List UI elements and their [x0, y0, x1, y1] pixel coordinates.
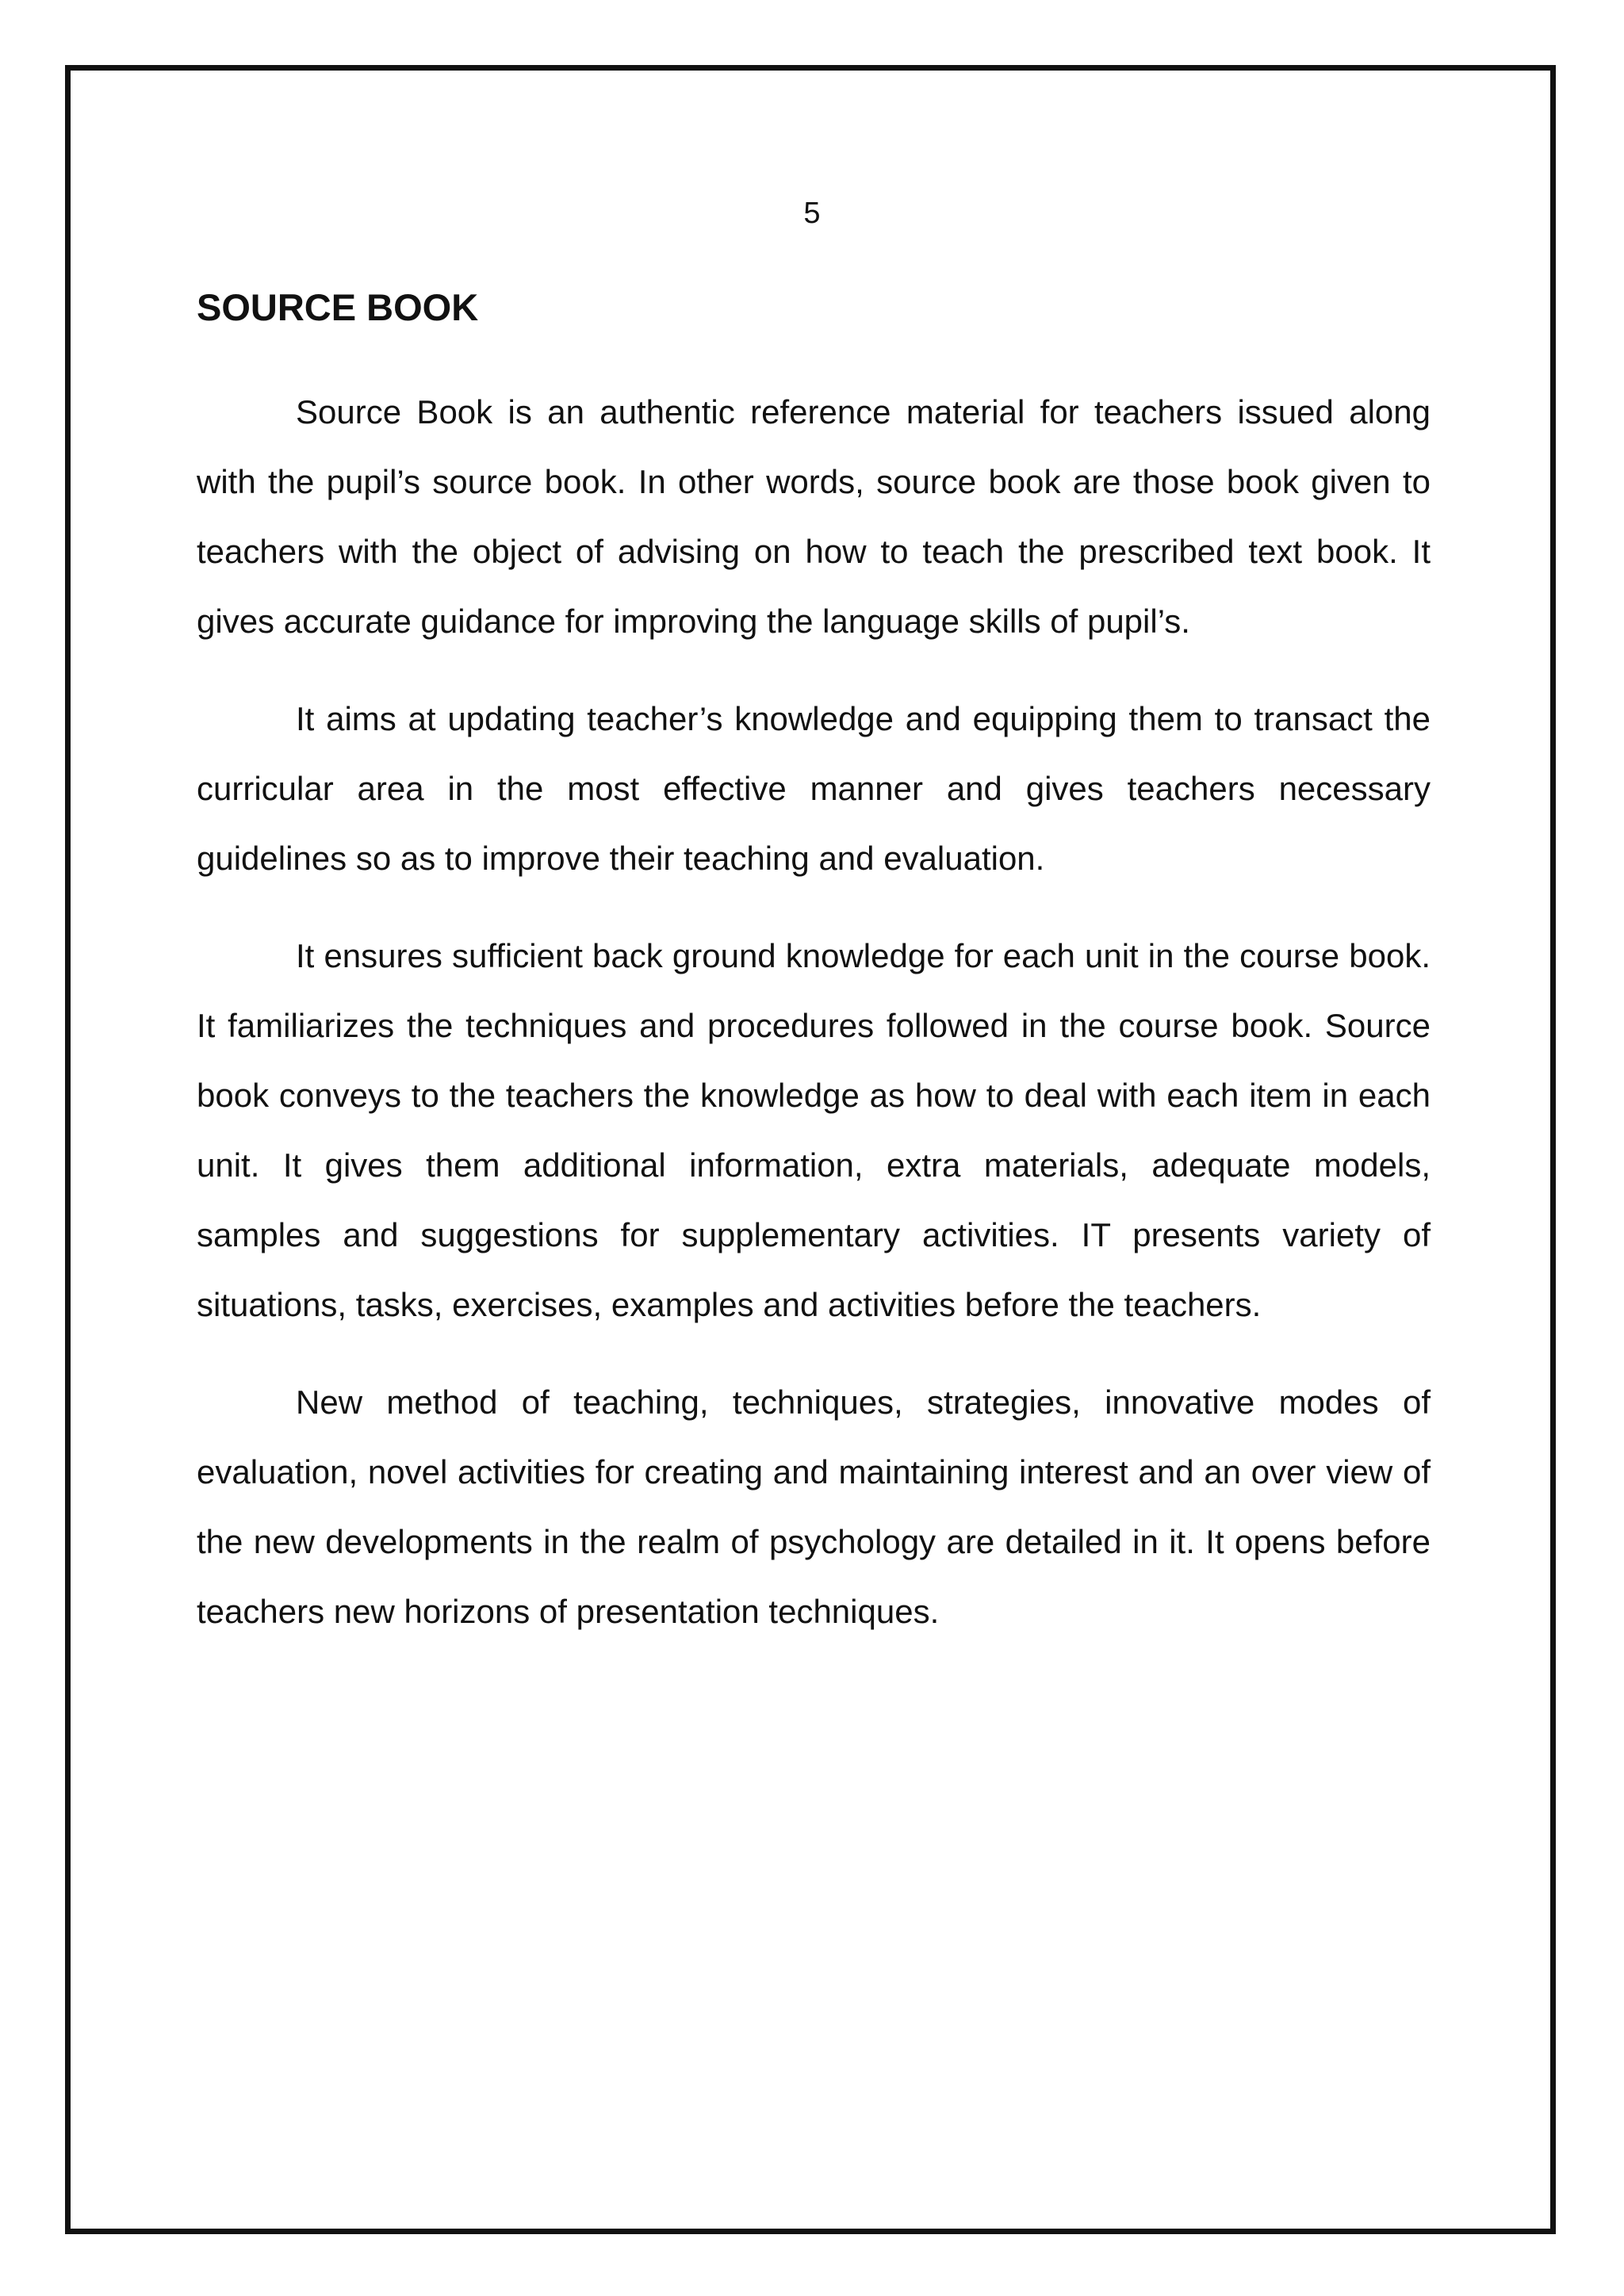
paragraph-3: It ensures sufficient back ground knowledge for each unit in the course book. It familiarizes the techniques and procedures followed in the course book. Source book conveys to the teachers the knowledge as how to deal with each item in each unit. It gives them additional information, extra materials, adequate models, samples and suggestions for supplementary activities. IT presents variety of situations, tasks, exercises, examples and activities before the teachers.	[197, 937, 1431, 1324]
page-content	[197, 285, 1431, 1674]
paragraph-1: Source Book is an authentic reference material for teachers issued along with the pupil’s source book. In other words, source book are those book given to teachers with the object of advising on how to teach the prescribed text book. It gives accurate guidance for improving the language skills of pupil’s.	[197, 393, 1431, 641]
section-heading: SOURCE BOOK	[197, 286, 479, 328]
paragraph-2: It aims at updating teacher’s knowledge and equipping them to transact the curricular area in the most effective manner and gives teachers necessary guidelines so as to improve their teaching and evaluation.	[197, 700, 1431, 878]
page-number: 5	[803, 197, 821, 230]
paragraph-4: New method of teaching, techniques, strategies, innovative modes of evaluation, novel activities for creating and maintaining interest and an over view of the new developments in the realm of psychology are detailed in it. It opens before teachers new horizons of presentation techniques.	[197, 1383, 1431, 1631]
